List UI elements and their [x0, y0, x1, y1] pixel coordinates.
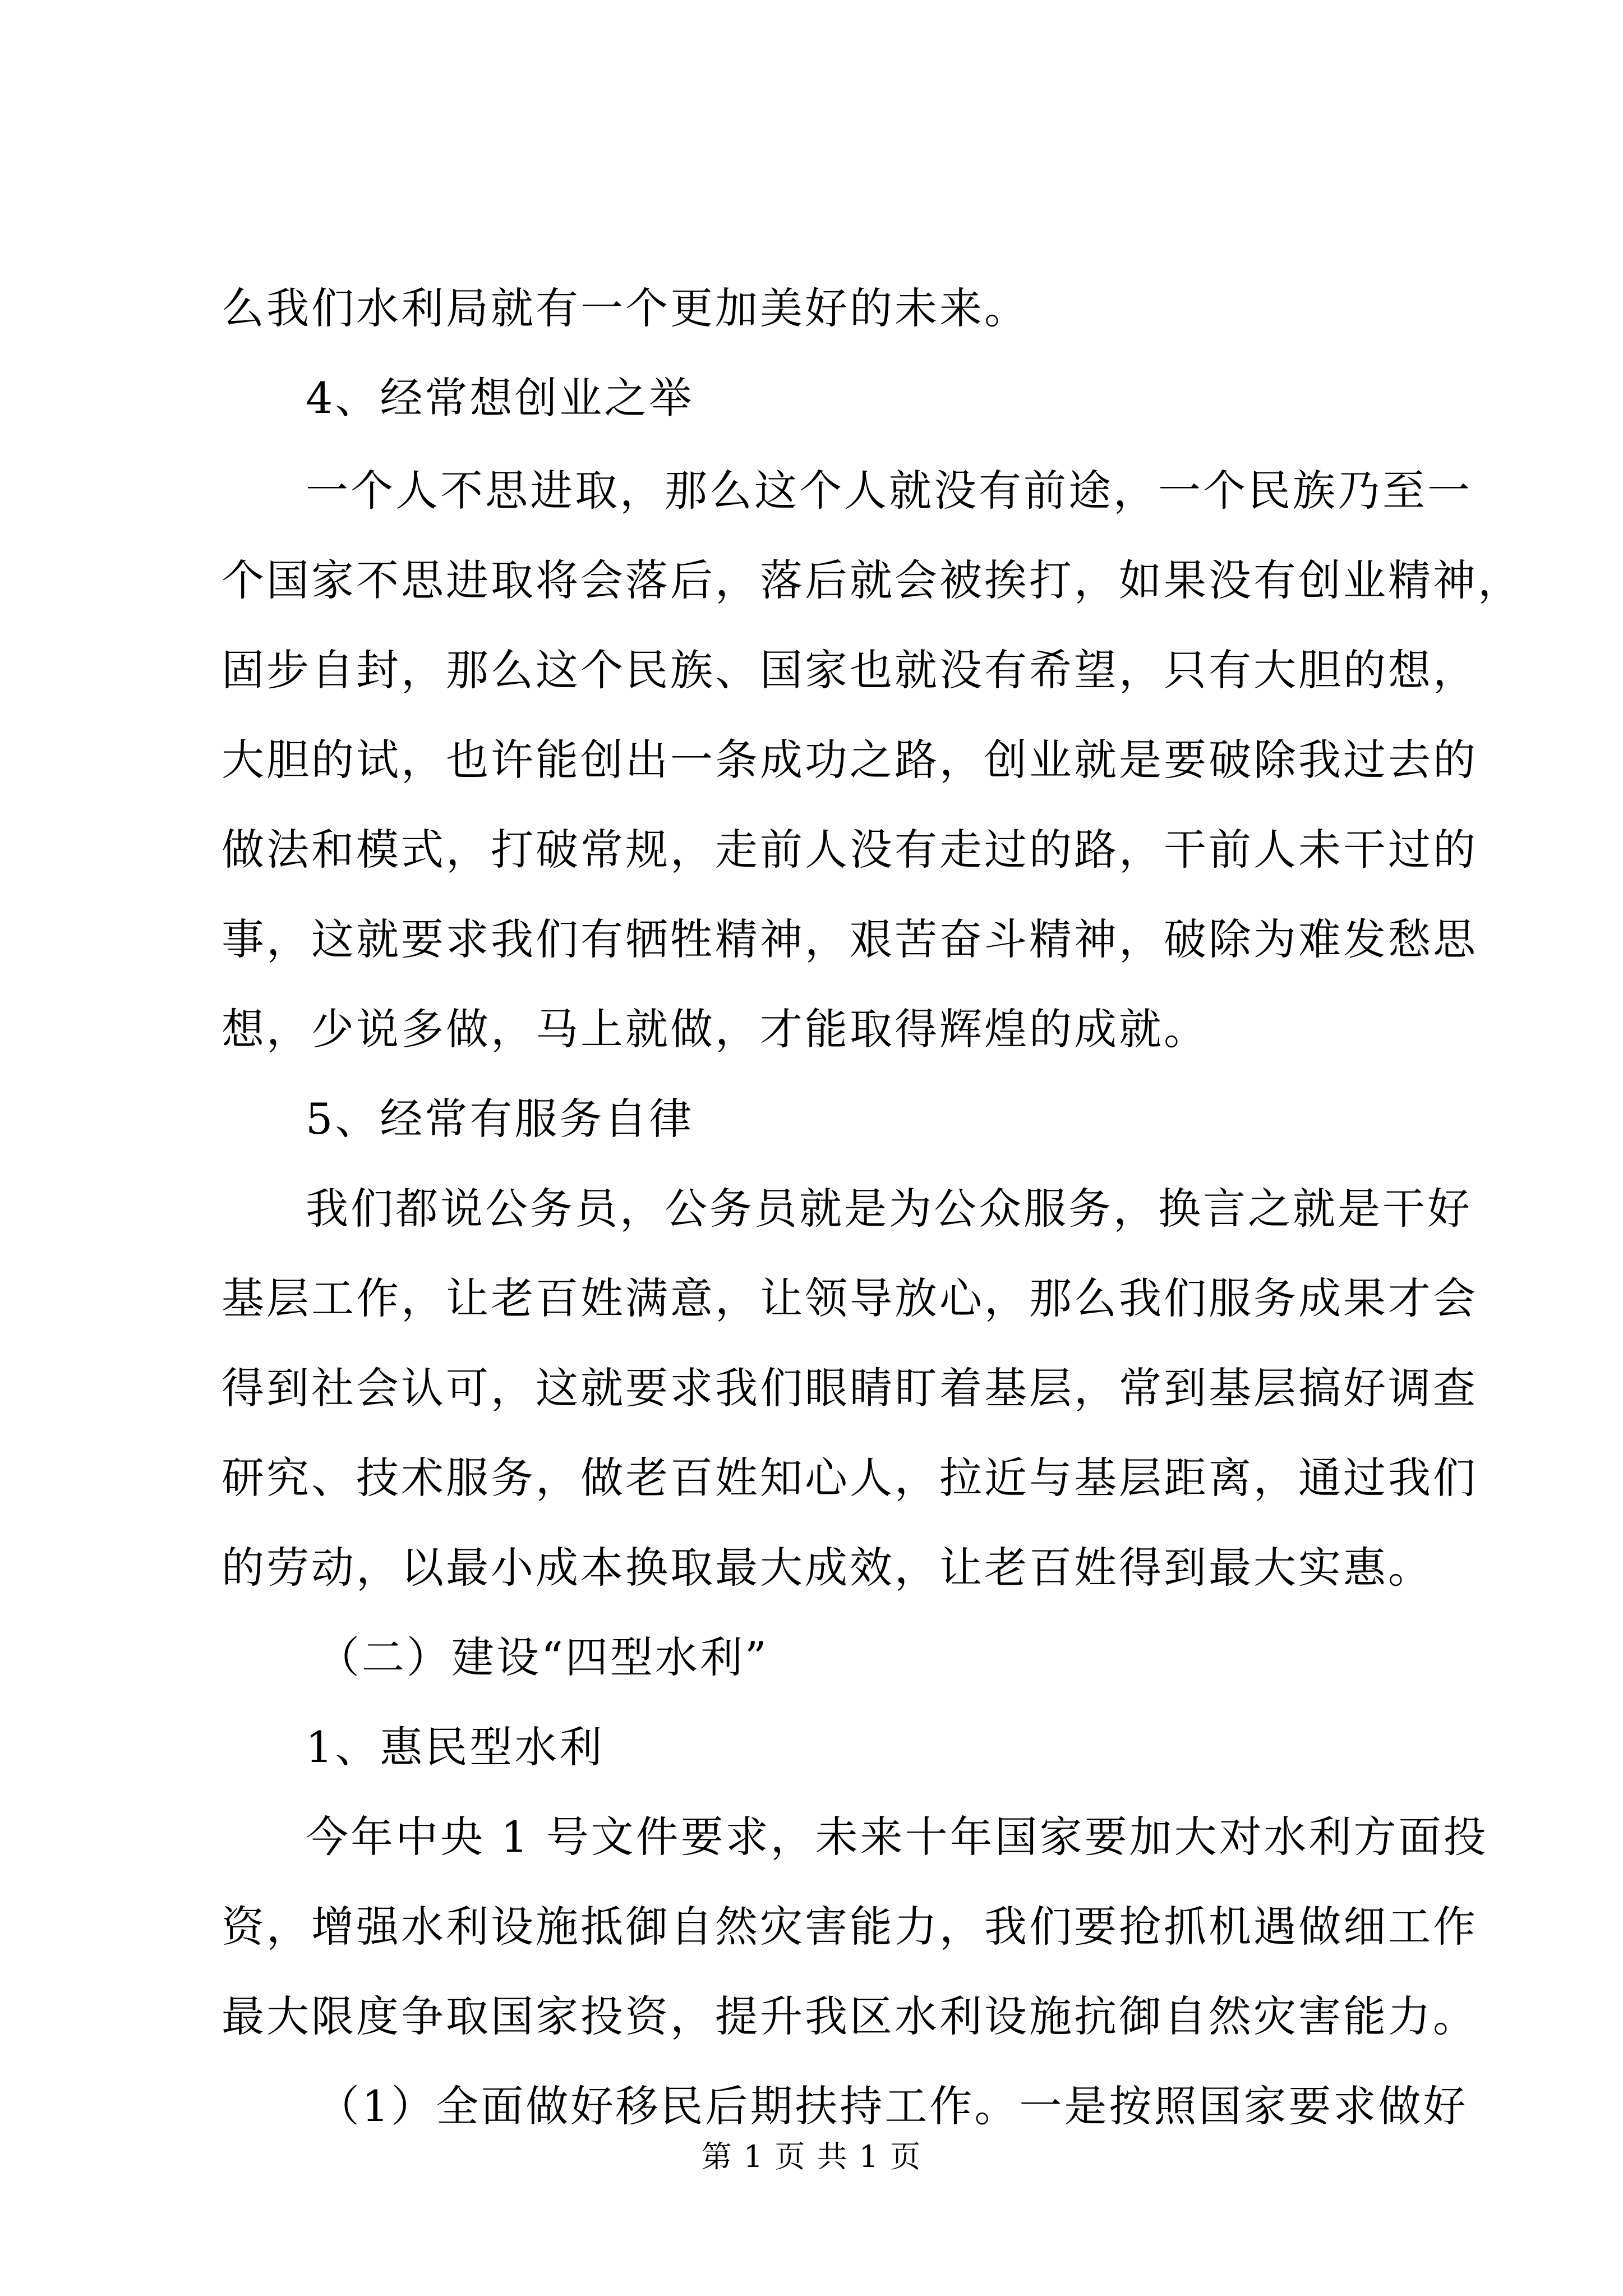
- section-heading: （二）建设“四型水利”: [317, 1632, 769, 1682]
- text-line: 资，增强水利设施抵御自然灾害能力，我们要抢抓机遇做细工作: [222, 1902, 1478, 1952]
- text-line: 今年中央 1 号文件要求，未来十年国家要加大对水利方面投: [306, 1812, 1488, 1862]
- section-heading: 1、惠民型水利: [306, 1722, 605, 1772]
- section-heading: 5、经常有服务自律: [306, 1094, 694, 1144]
- text-line: 最大限度争取国家投资，提升我区水利设施抗御自然灾害能力。: [222, 1991, 1478, 2041]
- text-line: 固步自封，那么这个民族、国家也就没有希望，只有大胆的想，: [222, 645, 1478, 695]
- text-line: 得到社会认可，这就要求我们眼睛盯着基层，常到基层搞好调查: [222, 1363, 1478, 1413]
- text-line: 一个人不思进取，那么这个人就没有前途，一个民族乃至一: [306, 466, 1472, 516]
- text-line: 么我们水利局就有一个更加美好的未来。: [222, 283, 1029, 333]
- text-line: 基层工作，让老百姓满意，让领导放心，那么我们服务成果才会: [222, 1273, 1478, 1323]
- text-line: 我们都说公务员，公务员就是为公众服务，换言之就是干好: [306, 1184, 1472, 1234]
- text-line: 事，这就要求我们有牺牲精神，艰苦奋斗精神，破除为难发愁思: [222, 914, 1478, 964]
- text-line: （1）全面做好移民后期扶持工作。一是按照国家要求做好: [317, 2081, 1468, 2131]
- text-line: 的劳动，以最小成本换取最大成效，让老百姓得到最大实惠。: [222, 1543, 1433, 1593]
- section-heading: 4、经常想创业之举: [306, 373, 694, 423]
- text-line: 大胆的试，也许能创出一条成功之路，创业就是要破除我过去的: [222, 735, 1478, 785]
- text-line: 个国家不思进取将会落后，落后就会被挨打，如果没有创业精神，: [222, 555, 1523, 605]
- text-line: 做法和模式，打破常规，走前人没有走过的路，干前人未干过的: [222, 825, 1478, 875]
- text-line: 想，少说多做，马上就做，才能取得辉煌的成就。: [222, 1004, 1209, 1054]
- page-footer: 第 1 页 共 1 页: [701, 2139, 922, 2174]
- text-line: 研究、技术服务，做老百姓知心人，拉近与基层距离，通过我们: [222, 1453, 1478, 1503]
